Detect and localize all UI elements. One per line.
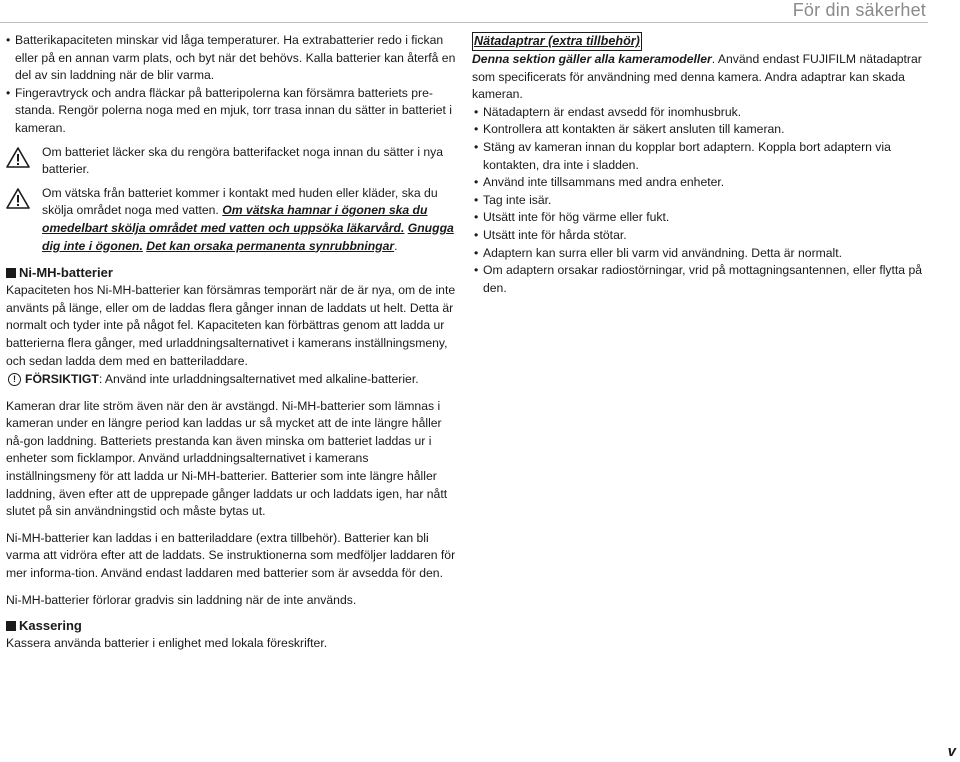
list-item: • Om adaptern orsakar radiostörningar, vrid på mottagningsantennen, eller flytta på den. (474, 263, 922, 295)
page-title: För din säkerhet (787, 0, 926, 21)
page-number: v (947, 743, 956, 760)
list-item: • Tag inte isär. (474, 192, 552, 207)
caution-note (6, 371, 458, 389)
list-item: • Utsätt inte för hårda stötar. (474, 227, 627, 242)
adapters-intro-strong: Denna sektion gäller alla kameramodeller (472, 52, 712, 66)
warning-fluid-rub: Gnugga dig inte i ögonen. (42, 220, 454, 253)
warning-triangle-icon (6, 146, 30, 168)
warning-fluid-text: Om vätska från batteriet kommer i kontakt med huden eller kläder, ska du skölja området noga med vatten. (42, 185, 438, 218)
nimh-paragraph-2: Kameran drar lite ström även när den är avstängd. Ni-MH-batterier som lämnas i kameran under en längre period kan laddas ur så mycket att de inte längre håller nå-gon laddning. Batteriets prestanda kan även minska om batteriet laddas ur i enheter som ficklampor. Använd urladdningsalternativet i kamerans inställningsmeny för att ladda ur Ni-MH-batterier. Batterier som inte längre håller laddning, även efter att de upprepade gånger laddats ur och laddats igen, har nått slutet på sin användningstid och måste bytas ut. (6, 398, 448, 519)
warning-fluid-damage: Det kan orsaka permanenta synrubbningar (146, 238, 395, 253)
caution-icon: ! (8, 373, 21, 386)
list-item: • Batterikapaciteten minskar vid låga temperaturer. Ha extrabatterier redo i fickan eller på en annan varm plats, och byt när det behövs. Kalla batterier kan återfå en del av sin laddning när de blir varma. (6, 33, 456, 83)
adapters-intro: Denna sektion gäller alla kameramodeller. Använd endast FUJIFILM nätadaptrar som specificerats för användning med denna kamera. Andra adaptrar kan skada kameran. (472, 52, 922, 102)
nimh-paragraph-1: Kapaciteten hos Ni-MH-batterier kan försämras temporärt när de är nya, om de inte använts på länge, eller om de laddas flera gånger innan de laddats ut helt. Detta är normalt och tyder inte på något fel. Kapaciteten kan förbättras genom att ladda ur batterierna flera gånger, med urladdningsalternativet i kamerans inställningsmeny, och sedan ladda dem med en batteriladdare. (6, 283, 456, 368)
section-heading-nimh: Ni-MH-batterier (6, 264, 458, 282)
list-item: • Nätadaptern är endast avsedd för inomhusbruk. (474, 104, 742, 119)
nimh-paragraph-4: Ni-MH-batterier förlorar gradvis sin laddning när de inte används. (6, 592, 357, 607)
battery-tips-list (6, 32, 458, 138)
left-column (6, 32, 458, 653)
adapter-tips-list (474, 104, 924, 298)
square-bullet-icon (6, 621, 16, 631)
warning-fluid: Om vätska från batteriet kommer i kontakt med huden eller kläder, ska du skölja området noga med vatten. Om vätska hamnar i ögonen ska du omedelbart skölja området med vatten och uppsöka läkarvård. Gnugga dig inte i ögonen. Det kan orsaka permanenta synrubbningar. (6, 185, 458, 255)
caution-text: : Använd inte urladdningsalternativet med alkaline-batterier. (98, 372, 419, 387)
caution-label: FÖRSIKTIGT (25, 372, 99, 387)
disposal-text: Kassera använda batterier i enlighet med lokala föreskrifter. (6, 636, 328, 651)
section-title-adapters: Nätadaptrar (extra tillbehör) (472, 32, 642, 51)
warning-fluid-eyes: Om vätska hamnar i ögonen ska du omedelbart skölja området med vatten och uppsöka läkarvård. (42, 203, 428, 235)
nimh-paragraph-3: Ni-MH-batterier kan laddas i en batteriladdare (extra tillbehör). Batterier kan bli varma att vidröra efter att de laddats. Se instruktionerna som medföljer laddaren för mer informa-tion. Använd endast laddaren med batterier som är avsedda för den. (6, 530, 456, 581)
warning-triangle-icon (6, 187, 30, 209)
list-item: • Stäng av kameran innan du kopplar bort adaptern. Koppla bort adaptern via kontakten, dra inte i sladden. (474, 139, 891, 172)
warning-leak-text: Om batteriet läcker ska du rengöra batterifacket noga innan du sätter i nya batterier. (42, 144, 444, 177)
list-item: • Använd inte tillsammans med andra enheter. (474, 175, 725, 190)
list-item: • Adaptern kan surra eller bli varm vid användning. Detta är normalt. (474, 245, 843, 260)
section-heading-disposal: Kassering (6, 617, 458, 635)
square-bullet-icon (6, 268, 16, 278)
warning-leak (6, 144, 458, 179)
right-column (472, 32, 924, 297)
list-item: • Utsätt inte för hög värme eller fukt. (474, 210, 670, 225)
list-item: • Kontrollera att kontakten är säkert ansluten till kameran. (474, 122, 785, 137)
list-item: • Fingeravtryck och andra fläckar på batteripolerna kan försämra batteriets pre-standa. Rengör polerna noga med en mjuk, torr trasa innan du sätter in batteriet i kameran. (6, 85, 452, 135)
page-header (0, 0, 960, 26)
header-rule (0, 22, 928, 23)
